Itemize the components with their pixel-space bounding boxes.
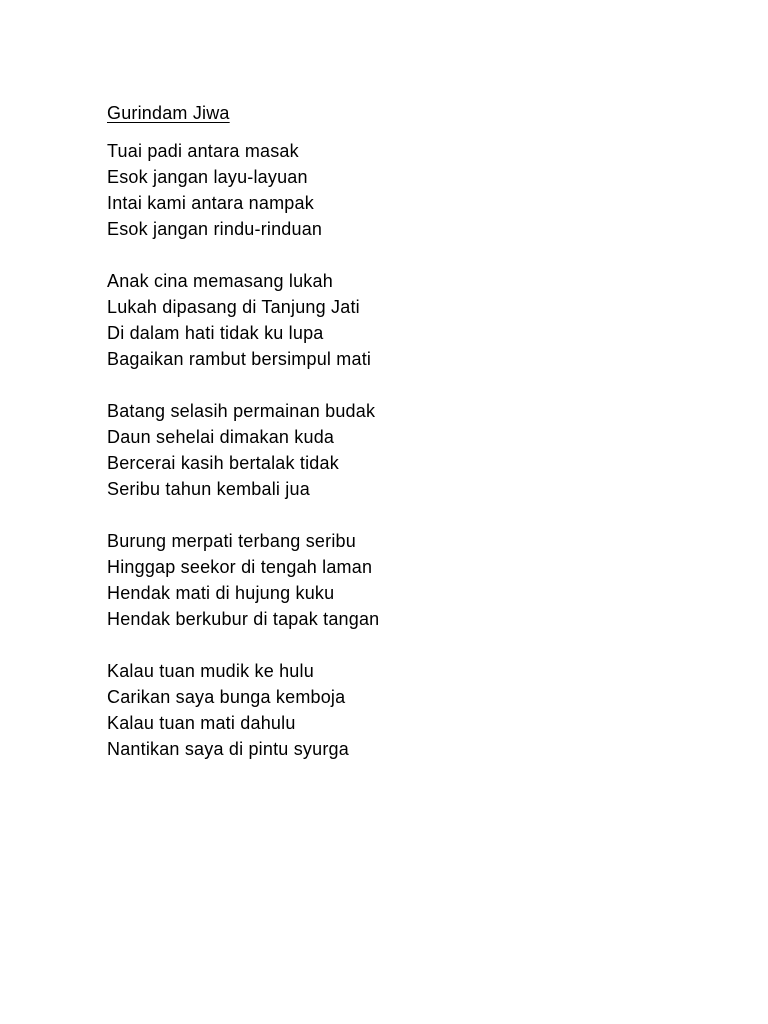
poem-line: Hinggap seekor di tengah laman	[107, 557, 373, 577]
poem-line: Batang selasih permainan budak	[107, 401, 376, 421]
poem-line: Kalau tuan mudik ke hulu	[107, 661, 314, 681]
poem-line: Kalau tuan mati dahulu	[107, 713, 296, 733]
poem-line: Burung merpati terbang seribu	[107, 531, 356, 551]
poem-line: Bercerai kasih bertalak tidak	[107, 453, 339, 473]
poem-line: Intai kami antara nampak	[107, 193, 314, 213]
poem-line: Nantikan saya di pintu syurga	[107, 739, 349, 759]
poem-line: Esok jangan layu-layuan	[107, 167, 308, 187]
stanza-5	[107, 658, 707, 762]
poem-line: Seribu tahun kembali jua	[107, 479, 310, 499]
poem-line: Di dalam hati tidak ku lupa	[107, 323, 324, 343]
poem-line: Carikan saya bunga kemboja	[107, 687, 346, 707]
poem-line: Tuai padi antara masak	[107, 141, 299, 161]
document-page	[107, 100, 707, 788]
poem-line: Bagaikan rambut bersimpul mati	[107, 349, 372, 369]
poem-line: Esok jangan rindu-rinduan	[107, 219, 323, 239]
stanza-4	[107, 528, 707, 632]
poem-line: Anak cina memasang lukah	[107, 271, 333, 291]
stanza-3	[107, 398, 707, 502]
stanza-1	[107, 138, 707, 242]
poem-line: Hendak berkubur di tapak tangan	[107, 609, 380, 629]
poem-title: Gurindam Jiwa	[107, 103, 230, 123]
stanza-2	[107, 268, 707, 372]
poem-line: Daun sehelai dimakan kuda	[107, 427, 335, 447]
poem-line: Hendak mati di hujung kuku	[107, 583, 335, 603]
poem-line: Lukah dipasang di Tanjung Jati	[107, 297, 360, 317]
